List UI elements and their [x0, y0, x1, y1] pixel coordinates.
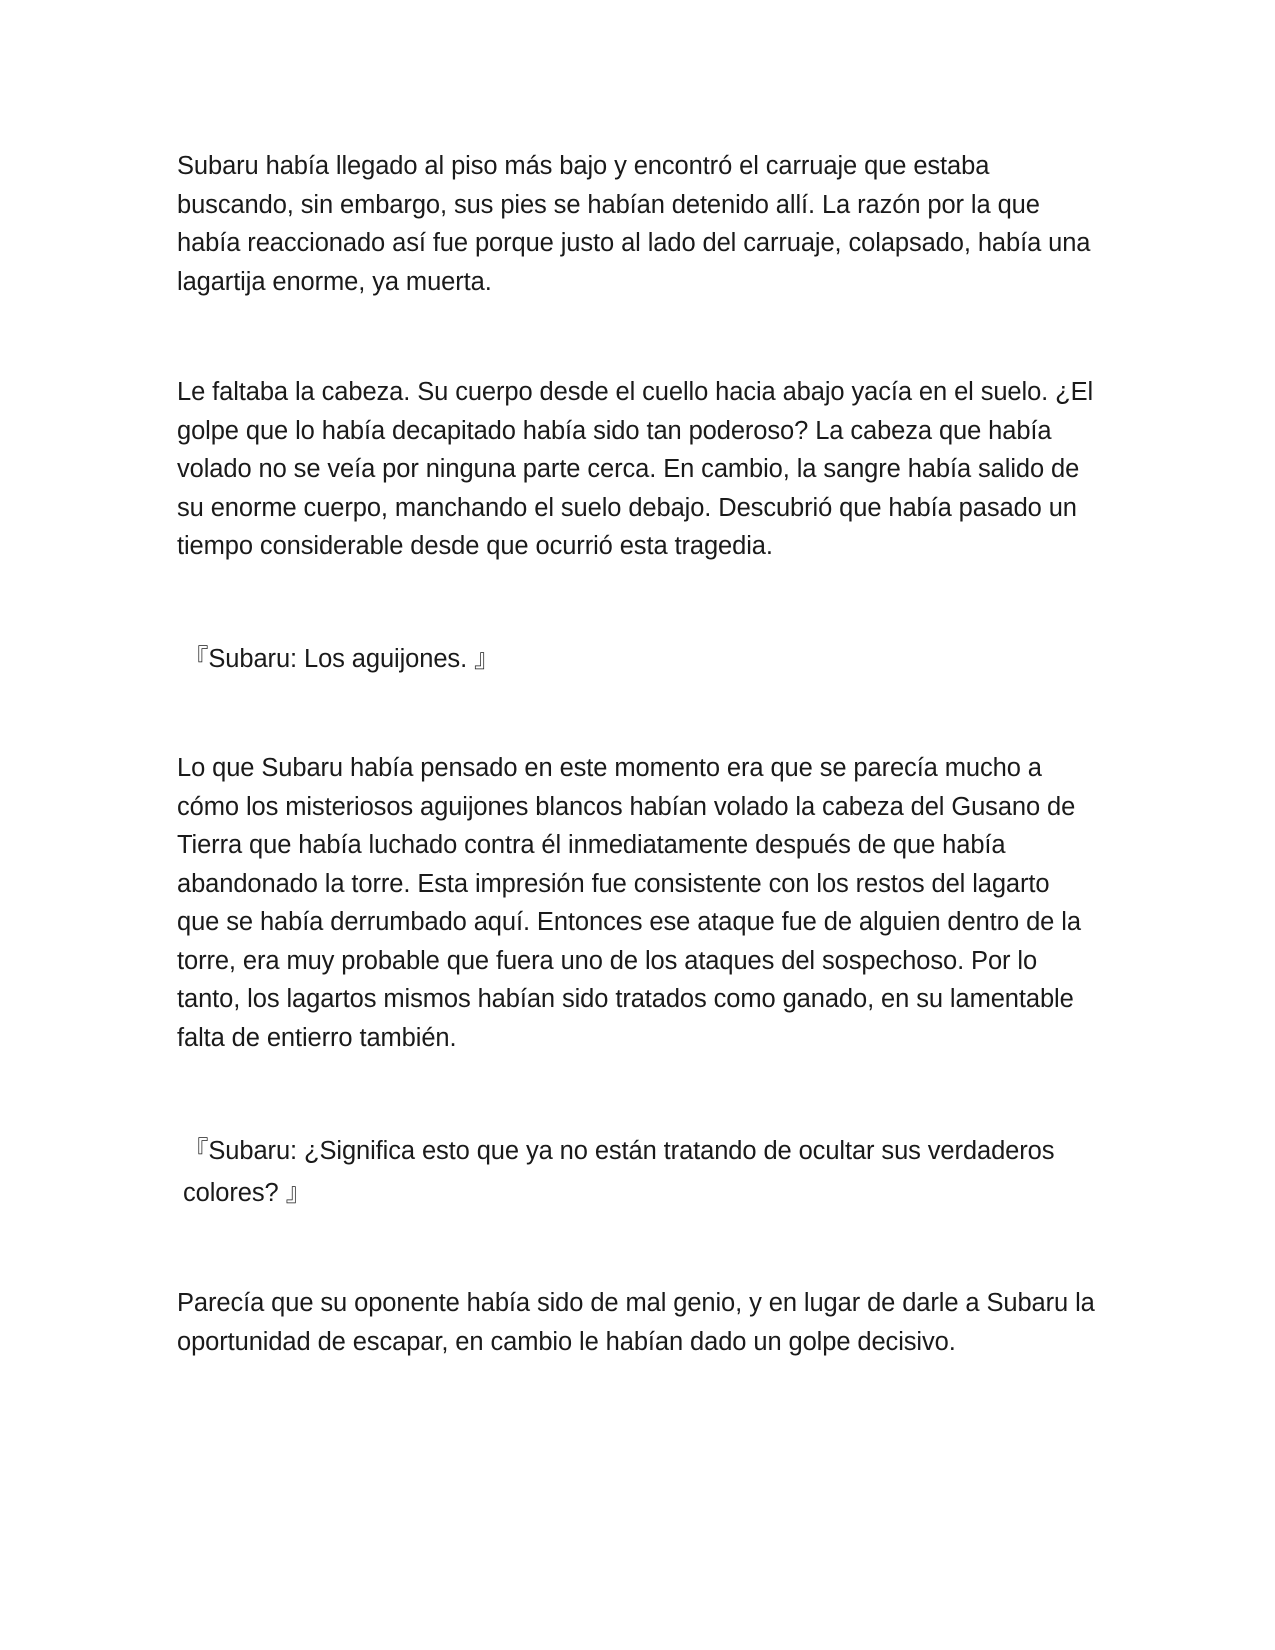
- dialogue-line: 『Subaru: ¿Significa esto que ya no están tratando de ocultar sus verdaderos colores? 』: [183, 1137, 1055, 1207]
- paragraph: Le faltaba la cabeza. Su cuerpo desde el cuello hacia abajo yacía en el suelo. ¿El golpe que lo había decapitado había sido tan poderoso? La cabeza que había volado no se veía por ninguna parte cerca. En cambio, la sangre había salido de su enorme cuerpo, manchando el suelo debajo. Descubrió que había pasado un tiempo considerable desde que ocurrió esta tragedia.: [177, 378, 1094, 560]
- paragraph: Lo que Subaru había pensado en este momento era que se parecía mucho a cómo los misteriosos aguijones blancos habían volado la cabeza del Gusano de Tierra que había luchado contra él inmediatamente después de que había abandonado la torre. Esta impresión fue consistente con los restos del lagarto que se había derrumbado aquí. Entonces ese ataque fue de alguien dentro de la torre, era muy probable que fuera uno de los ataques del sospechoso. Por lo tanto, los lagartos mismos habían sido tratados como ganado, en su lamentable falta de entierro también.: [177, 754, 1081, 1052]
- paragraph: Subaru había llegado al piso más bajo y encontró el carruaje que estaba buscando, sin embargo, sus pies se habían detenido allí. La razón por la que había reaccionado así fue porque justo al lado del carruaje, colapsado, había una lagartija enorme, ya muerta.: [177, 152, 1091, 296]
- paragraph: Parecía que su oponente había sido de mal genio, y en lugar de darle a Subaru la oportunidad de escapar, en cambio le habían dado un golpe decisivo.: [177, 1289, 1095, 1356]
- dialogue-line: 『Subaru: Los aguijones. 』: [183, 645, 500, 673]
